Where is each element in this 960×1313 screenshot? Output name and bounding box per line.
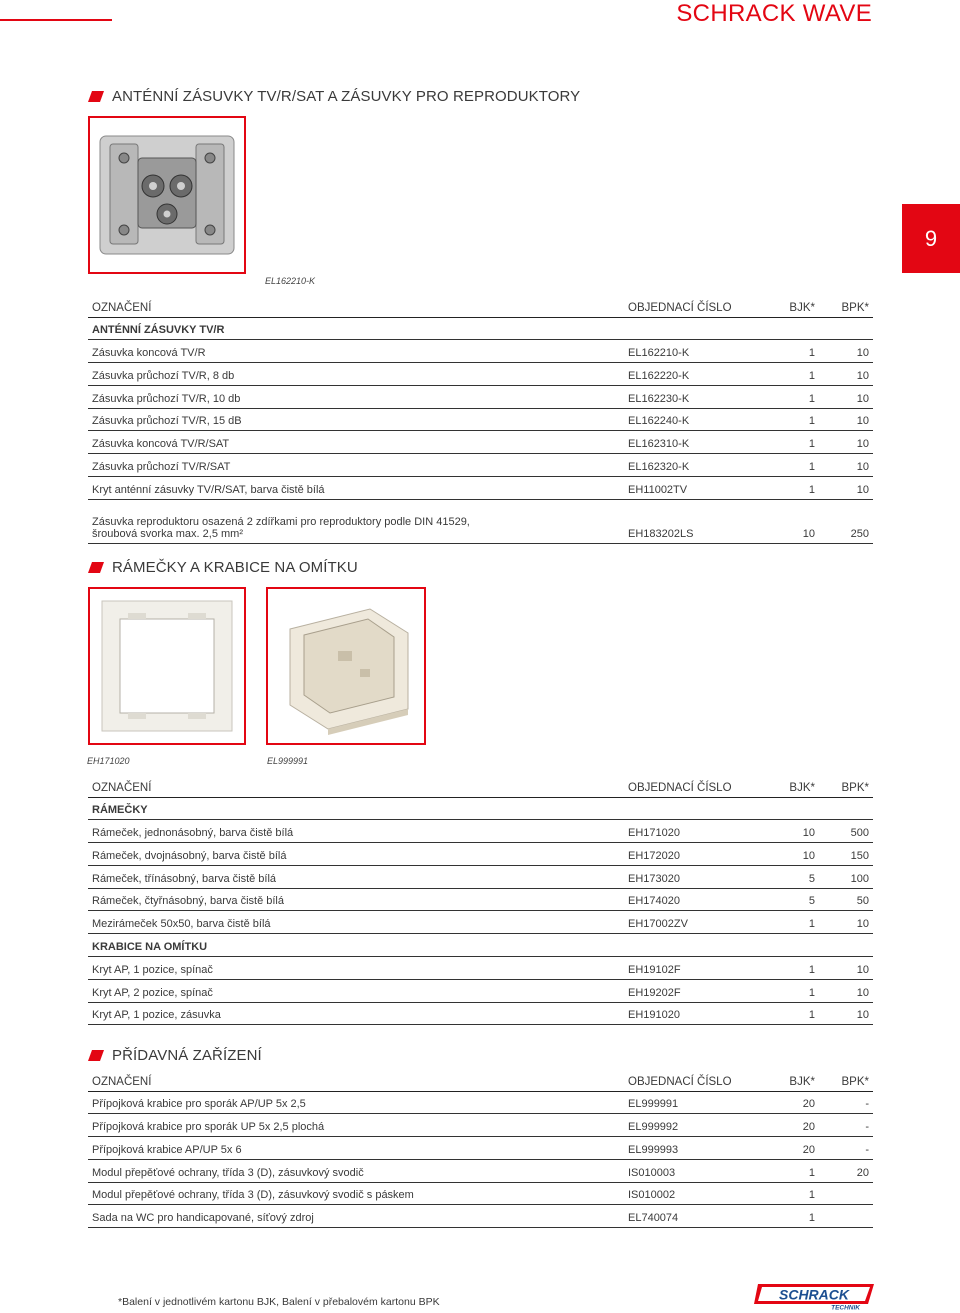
col-header-bpk: BPK* [819, 295, 873, 317]
col-header-code: OBJEDNACÍ ČÍSLO [624, 1069, 764, 1091]
cell-code: EH172020 [624, 843, 764, 866]
cell-code: EL999993 [624, 1137, 764, 1160]
cell-bpk: 50 [819, 888, 873, 911]
cell-bjk: 1 [764, 477, 819, 500]
cell-code: EL162320-K [624, 454, 764, 477]
col-header-bpk: BPK* [819, 1069, 873, 1091]
cell-name-line2: šroubová svorka max. 2,5 mm² [92, 527, 243, 540]
cell-code: EH191020 [624, 1002, 764, 1025]
table-group-row [88, 317, 873, 340]
cell-bjk: 1 [764, 363, 819, 386]
cell-bjk: 10 [764, 499, 819, 543]
cell-name: Zásuvka koncová TV/R/SAT [88, 431, 624, 454]
cell-code: EL162230-K [624, 385, 764, 408]
table-row [88, 1182, 873, 1205]
table-group-row [88, 934, 873, 957]
cell-bpk: 500 [819, 820, 873, 843]
cell-bpk: 10 [819, 408, 873, 431]
cell-name: Rámeček, dvojnásobný, barva čistě bílá [88, 843, 624, 866]
cell-bpk [819, 1182, 873, 1205]
cell-name-line1: Zásuvka reproduktoru osazená 2 zdířkami pro reproduktory podle DIN 41529, [92, 515, 470, 528]
cell-bpk: 10 [819, 454, 873, 477]
cell-name: Kryt AP, 1 pozice, spínač [88, 957, 624, 980]
col-header-bpk: BPK* [819, 775, 873, 797]
cell-bjk: 1 [764, 1182, 819, 1205]
table-row [88, 385, 873, 408]
cell-bjk: 20 [764, 1137, 819, 1160]
page-number-tab: 9 [902, 204, 960, 273]
cell-name: Zásuvka koncová TV/R [88, 340, 624, 363]
cell-bpk: 10 [819, 363, 873, 386]
col-header-name: OZNAČENÍ [88, 295, 624, 317]
cell-bpk: 10 [819, 979, 873, 1002]
surface-box-illustration [268, 589, 424, 743]
antenna-socket-illustration [90, 118, 244, 272]
cell-code: EL999991 [624, 1091, 764, 1114]
table-row [88, 340, 873, 363]
cell-name: Přípojková krabice pro sporák AP/UP 5x 2,5 [88, 1091, 624, 1114]
cell-bpk: 10 [819, 477, 873, 500]
product-table-accessories [88, 1069, 873, 1228]
cell-name: Zásuvka průchozí TV/R/SAT [88, 454, 624, 477]
cell-bpk: 10 [819, 911, 873, 934]
logo-wordmark: SCHRACK [779, 1286, 849, 1303]
table-row [88, 865, 873, 888]
cell-code: EH183202LS [624, 499, 764, 543]
cell-bjk: 1 [764, 340, 819, 363]
cell-code: EH17002ZV [624, 911, 764, 934]
photo-caption: EL162210-K [265, 276, 316, 286]
frame-illustration [90, 589, 244, 743]
brand-title: SCHRACK WAVE [676, 0, 872, 27]
group-label: ANTÉNNÍ ZÁSUVKY TV/R [88, 317, 873, 340]
section-heading-frames [88, 559, 358, 576]
table-row [88, 843, 873, 866]
cell-bjk: 10 [764, 843, 819, 866]
cell-code: EH173020 [624, 865, 764, 888]
cell-name: Modul přepěťové ochrany, třída 3 (D), zásuvkový svodič [88, 1159, 624, 1182]
cell-bjk: 1 [764, 408, 819, 431]
schrack-logo [754, 1282, 876, 1310]
cell-bpk: - [819, 1114, 873, 1137]
col-header-code: OBJEDNACÍ ČÍSLO [624, 295, 764, 317]
cell-code: EL162240-K [624, 408, 764, 431]
cell-bpk [819, 1205, 873, 1228]
table-row [88, 499, 873, 543]
cell-bjk: 1 [764, 1159, 819, 1182]
cell-name: Rámeček, jednonásobný, barva čistě bílá [88, 820, 624, 843]
cell-code: EH11002TV [624, 477, 764, 500]
cell-code: IS010003 [624, 1159, 764, 1182]
cell-code: EH174020 [624, 888, 764, 911]
cell-bjk: 1 [764, 454, 819, 477]
col-header-bjk: BJK* [764, 1069, 819, 1091]
cell-code: EL162210-K [624, 340, 764, 363]
table-row [88, 820, 873, 843]
cell-code: EH171020 [624, 820, 764, 843]
section-heading-accessories [88, 1047, 262, 1064]
cell-bpk: - [819, 1137, 873, 1160]
cell-name: Kryt anténní zásuvky TV/R/SAT, barva čistě bílá [88, 477, 624, 500]
cell-bjk: 1 [764, 1002, 819, 1025]
cell-bjk: 1 [764, 979, 819, 1002]
cell-name: Zásuvka průchozí TV/R, 10 db [88, 385, 624, 408]
table-row [88, 363, 873, 386]
table-header-row [88, 1069, 873, 1091]
product-photo-antenna-socket [88, 116, 246, 274]
section-title: ANTÉNNÍ ZÁSUVKY TV/R/SAT A ZÁSUVKY PRO REPRODUKTORY [112, 88, 581, 105]
cell-bjk: 1 [764, 385, 819, 408]
table-row [88, 1137, 873, 1160]
section-marker-icon [88, 91, 104, 102]
table-row [88, 1002, 873, 1025]
col-header-bjk: BJK* [764, 775, 819, 797]
section-title: RÁMEČKY A KRABICE NA OMÍTKU [112, 559, 358, 576]
cell-name: Přípojková krabice AP/UP 5x 6 [88, 1137, 624, 1160]
cell-code: EL999992 [624, 1114, 764, 1137]
table-row [88, 477, 873, 500]
table-row [88, 957, 873, 980]
table-row [88, 408, 873, 431]
col-header-code: OBJEDNACÍ ČÍSLO [624, 775, 764, 797]
product-photo-surface-box [266, 587, 426, 745]
table-row [88, 911, 873, 934]
cell-bjk: 1 [764, 1205, 819, 1228]
table-header-row [88, 295, 873, 317]
col-header-bjk: BJK* [764, 295, 819, 317]
cell-name: Rámeček, čtyřnásobný, barva čistě bílá [88, 888, 624, 911]
cell-bpk: 10 [819, 957, 873, 980]
section-title: PŘÍDAVNÁ ZAŘÍZENÍ [112, 1047, 262, 1064]
col-header-name: OZNAČENÍ [88, 1069, 624, 1091]
cell-name: Zásuvka průchozí TV/R, 15 dB [88, 408, 624, 431]
cell-bpk: 10 [819, 1002, 873, 1025]
cell-name: Rámeček, třínásobný, barva čistě bílá [88, 865, 624, 888]
cell-code: EH19202F [624, 979, 764, 1002]
cell-bpk: 20 [819, 1159, 873, 1182]
product-table-antenna [88, 295, 873, 544]
table-row [88, 454, 873, 477]
cell-bjk: 5 [764, 888, 819, 911]
cell-bpk: 10 [819, 340, 873, 363]
cell-bjk: 20 [764, 1114, 819, 1137]
table-row [88, 1159, 873, 1182]
cell-bjk: 1 [764, 957, 819, 980]
cell-bjk: 1 [764, 911, 819, 934]
group-label: RÁMEČKY [88, 797, 873, 820]
table-row [88, 1205, 873, 1228]
product-photo-frame [88, 587, 246, 745]
photo-caption: EL999991 [267, 756, 309, 766]
cell-name: Kryt AP, 1 pozice, zásuvka [88, 1002, 624, 1025]
cell-name: Sada na WC pro handicapované, síťový zdroj [88, 1205, 624, 1228]
footnote: *Balení v jednotlivém kartonu BJK, Balení v přebalovém kartonu BPK [118, 1296, 440, 1308]
photo-caption: EH171020 [87, 756, 130, 766]
cell-name: Přípojková krabice pro sporák UP 5x 2,5 plochá [88, 1114, 624, 1137]
table-header-row [88, 775, 873, 797]
cell-code: EL162310-K [624, 431, 764, 454]
table-row [88, 431, 873, 454]
cell-name: Modul přepěťové ochrany, třída 3 (D), zásuvkový svodič s páskem [88, 1182, 624, 1205]
section-marker-icon [88, 1050, 104, 1061]
col-header-name: OZNAČENÍ [88, 775, 624, 797]
cell-bjk: 5 [764, 865, 819, 888]
section-heading-antenna [88, 88, 580, 105]
product-table-frames [88, 775, 873, 1025]
logo-subtitle: TECHNIK [831, 1304, 860, 1310]
schrack-logo-icon [754, 1282, 876, 1310]
cell-bpk: - [819, 1091, 873, 1114]
group-label: KRABICE NA OMÍTKU [88, 934, 873, 957]
cell-code: EH19102F [624, 957, 764, 980]
cell-name: Kryt AP, 2 pozice, spínač [88, 979, 624, 1002]
cell-name: Zásuvka průchozí TV/R, 8 db [88, 363, 624, 386]
cell-bpk: 10 [819, 431, 873, 454]
table-group-row [88, 797, 873, 820]
cell-name [88, 499, 624, 543]
cell-code: IS010002 [624, 1182, 764, 1205]
table-row [88, 888, 873, 911]
cell-bpk: 150 [819, 843, 873, 866]
table-row [88, 1091, 873, 1114]
cell-bjk: 1 [764, 431, 819, 454]
cell-code: EL740074 [624, 1205, 764, 1228]
cell-bpk: 100 [819, 865, 873, 888]
cell-bjk: 20 [764, 1091, 819, 1114]
table-row [88, 979, 873, 1002]
table-row [88, 1114, 873, 1137]
section-marker-icon [88, 562, 104, 573]
cell-bpk: 250 [819, 499, 873, 543]
top-accent-rule [0, 19, 112, 21]
cell-code: EL162220-K [624, 363, 764, 386]
cell-bpk: 10 [819, 385, 873, 408]
cell-bjk: 10 [764, 820, 819, 843]
cell-name: Mezirámeček 50x50, barva čistě bílá [88, 911, 624, 934]
